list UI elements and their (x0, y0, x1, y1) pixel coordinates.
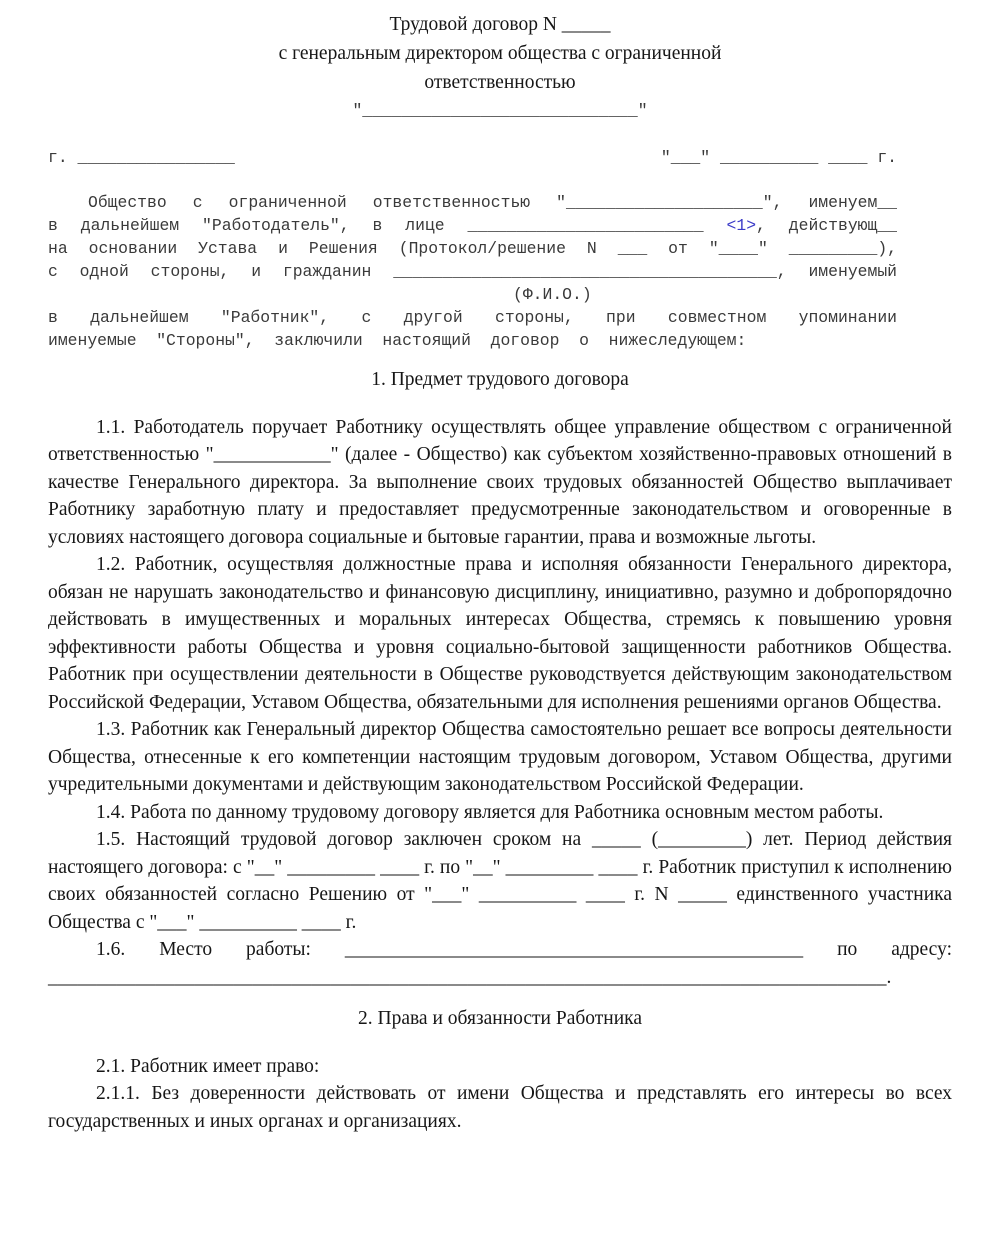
clause-1-1: 1.1. Работодатель поручает Работнику осуществлять общее управление обществом с ограниченной ответственностью "____________" (далее - Общество) как субъектом хозяйственно-правовых отношений в качестве Генерального директора. За выполнение своих трудовых обязанностей Общество выплачивает Работнику заработную плату и предоставляет предусмотренные законодательством и оговоренные в условиях настоящего договора социальные и бытовые гарантии, права и возможные льготы. (48, 416, 952, 548)
section-1-heading: 1. Предмет трудового договора (371, 369, 629, 390)
preamble-line-2 (48, 214, 897, 237)
title-line-2: с генеральным директором общества с ограниченной (278, 43, 722, 64)
preamble-line-2-tail: , действующ__ (756, 216, 898, 235)
clause-2-1: 2.1. Работник имеет право: (96, 1055, 320, 1077)
footnote-ref-1-link[interactable]: <1> (726, 216, 757, 235)
city-blank: г. ________________ (48, 148, 235, 167)
preamble-line-6: именуемые "Стороны", заключили настоящий договор о нижеследующем: (48, 331, 747, 350)
clause-1-3: 1.3. Работник как Генеральный директор Общества самостоятельно решает все вопросы деятельности Общества, отнесенные к его компетенции настоящим трудовым договором, Уставом Общества, другими учредительными документами и действующим законодательством Российской Федерации. (48, 719, 952, 795)
clause-1-4: 1.4. Работа по данному трудовому договору является для Работника основным местом работы. (96, 801, 884, 823)
title-line-1: Трудовой договор N _____ (389, 14, 611, 35)
clause-2-1-1: 2.1.1. Без доверенности действовать от имени Общества и представлять его интересы во всех государственных и иных органах и организациях. (48, 1083, 952, 1132)
title-line-3: ответственностью (424, 72, 576, 93)
document-title (48, 10, 952, 97)
company-name-blank: "____________________________" (352, 101, 648, 120)
preamble-line-2-text: в дальнейшем "Работодатель", в лице ________________________ (48, 216, 727, 235)
clause-1-2: 1.2. Работник, осуществляя должностные права и исполняя обязанности Генерального директора, обязан не нарушать законодательство и финансовую дисциплину, инициативно, разумно и добропорядочно действовать в имущественных и моральных интересах Общества, стремясь к повышению уровня эффективности работы Общества и уровня социально-бытовой защищенности работников Общества. Работник при осуществлении деятельности в Обществе руководствуется действующим законодательством Российской Федерации, Уставом Общества, обязательными для исполнения решениями органов Общества. (48, 554, 952, 713)
preamble-line-4: с одной стороны, и гражданин _______________________________________, именуемый (48, 262, 897, 281)
preamble-line-5: в дальнейшем "Работник", с другой стороны, при совместном упоминании (48, 308, 897, 327)
clause-1-5: 1.5. Настоящий трудовой договор заключен сроком на _____ (_________) лет. Период действия настоящего договора: с "__" _________ ____ г. по "__" _________ ____ г. Работник приступил к исполнению своих обязанностей согласно Решению от "___" __________ ____ г. N _____ единственного участника Общества с "___" __________ ____ г. (48, 829, 952, 933)
preamble-line-1: Общество с ограниченной ответственностью "____________________", именуем__ (88, 193, 897, 212)
date-blank: "___" __________ ____ г. (660, 148, 897, 167)
clause-1-6-line-2: ______________________________________________________________________________________. (48, 966, 892, 988)
section-2-heading: 2. Права и обязанности Работника (357, 1008, 643, 1029)
preamble (48, 191, 897, 352)
fio-caption: (Ф.И.О.) (513, 285, 592, 304)
clause-1-6-line-1: 1.6. Место работы: _______________________________________________ по адресу: (96, 939, 952, 960)
place-date-row (48, 146, 897, 169)
preamble-line-3: на основании Устава и Решения (Протокол/решение N ___ от "____" _________), (48, 239, 897, 258)
